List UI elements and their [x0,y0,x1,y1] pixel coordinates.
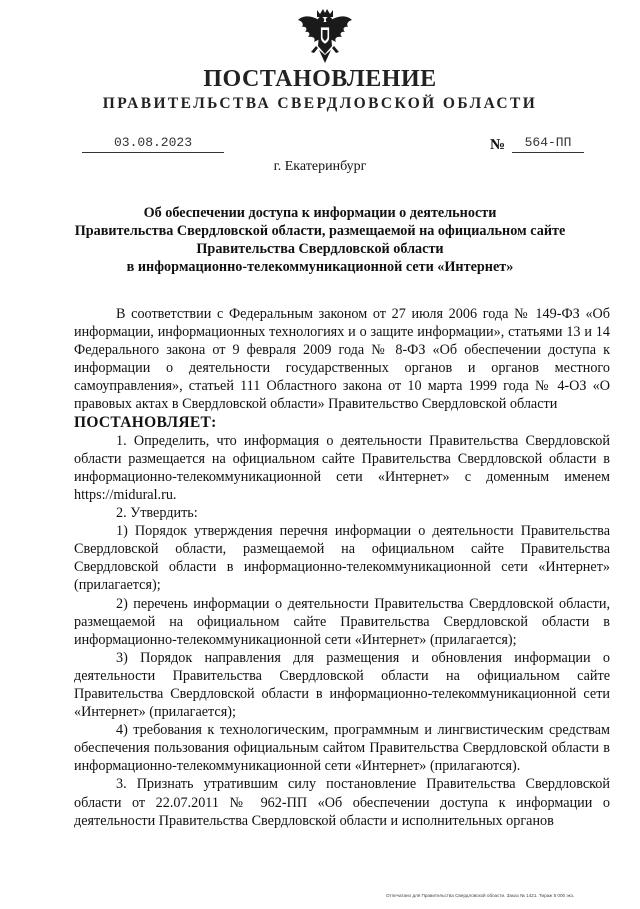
registration-number-sign: № [490,137,506,153]
page-title: ПОСТАНОВЛЕНИЕ [203,66,437,92]
document-title [60,204,580,276]
body-paragraph: 2. Утвердить: [116,505,198,522]
body-paragraph: 1) Порядок утверждения перечня информации о деятельности Правительства Свердловской области, размещаемой на официальном сайте Правительства Свердловской области в информационно-телекоммуникационной сети «Интернет» (прилагается); [74,523,610,594]
document-title-line: в информационно-телекоммуникационной сети «Интернет» [126,259,514,275]
page-subtitle: ПРАВИТЕЛЬСТВА СВЕРДЛОВСКОЙ ОБЛАСТИ [102,95,538,112]
document-title-line: Правительства Свердловской области [196,241,444,257]
body-paragraph: 3. Признать утратившим силу постановление Правительства Свердловской области от 22.07.2011 № 962-ПП «Об обеспечении доступа к информации о деятельности Правительства Свердловской области и исполнительных органов [74,776,610,829]
document-title-line: Правительства Свердловской области, размещаемой на официальном сайте [74,223,566,239]
registration-number: 564-ПП [512,134,584,153]
decree-heading: ПОСТАНОВЛЯЕТ: [74,413,217,431]
body-paragraph: 2) перечень информации о деятельности Правительства Свердловской области, размещаемой на официальном сайте Правительства Свердловской области в информационно-телекоммуникационной сети «Интернет» (прилагается); [74,595,610,648]
print-footer: Отпечатано для Правительства Свердловской области. Заказ № 1421. Тираж 5 000 экз. [386,893,575,898]
document-body [74,305,610,830]
registration-date: 03.08.2023 [82,134,224,153]
city-label: г. Екатеринбург [273,159,367,174]
body-paragraph: 3) Порядок направления для размещения и обновления информации о деятельности Правительства Свердловской области на официальном сайте Правительства Свердловской области в информационно-телекоммуникационной сети «Интернет» (прилагается); [74,649,610,721]
preamble-paragraph: В соответствии с Федеральным законом от 27 июля 2006 года № 149-ФЗ «Об информации, информационных технологиях и о защите информации», статьями 13 и 14 Федерального закона от 9 февраля 2009 года № 8-ФЗ «Об обеспечении доступа к информации о деятельности государственных органов и органов местного самоуправления», статьей 111 Областного закона от 10 марта 1999 года № 4-ОЗ «О правовых актах в Свердловской области» Правительство Свердловской области [74,306,610,413]
coat-of-arms-icon [296,8,354,64]
body-paragraph: 1. Определить, что информация о деятельности Правительства Свердловской области размещается на официальном сайте Правительства Свердловской области в информационно-телекоммуникационной сети «Интернет» с доменным именем https://midural.ru. [74,432,610,503]
body-paragraph: 4) требования к технологическим, программным и лингвистическим средствам обеспечения пользования официальным сайтом Правительства Свердловской области в информационно-телекоммуникационной сети «Интернет» (прилагаются). [74,722,610,775]
document-title-line: Об обеспечении доступа к информации о деятельности [143,205,497,221]
